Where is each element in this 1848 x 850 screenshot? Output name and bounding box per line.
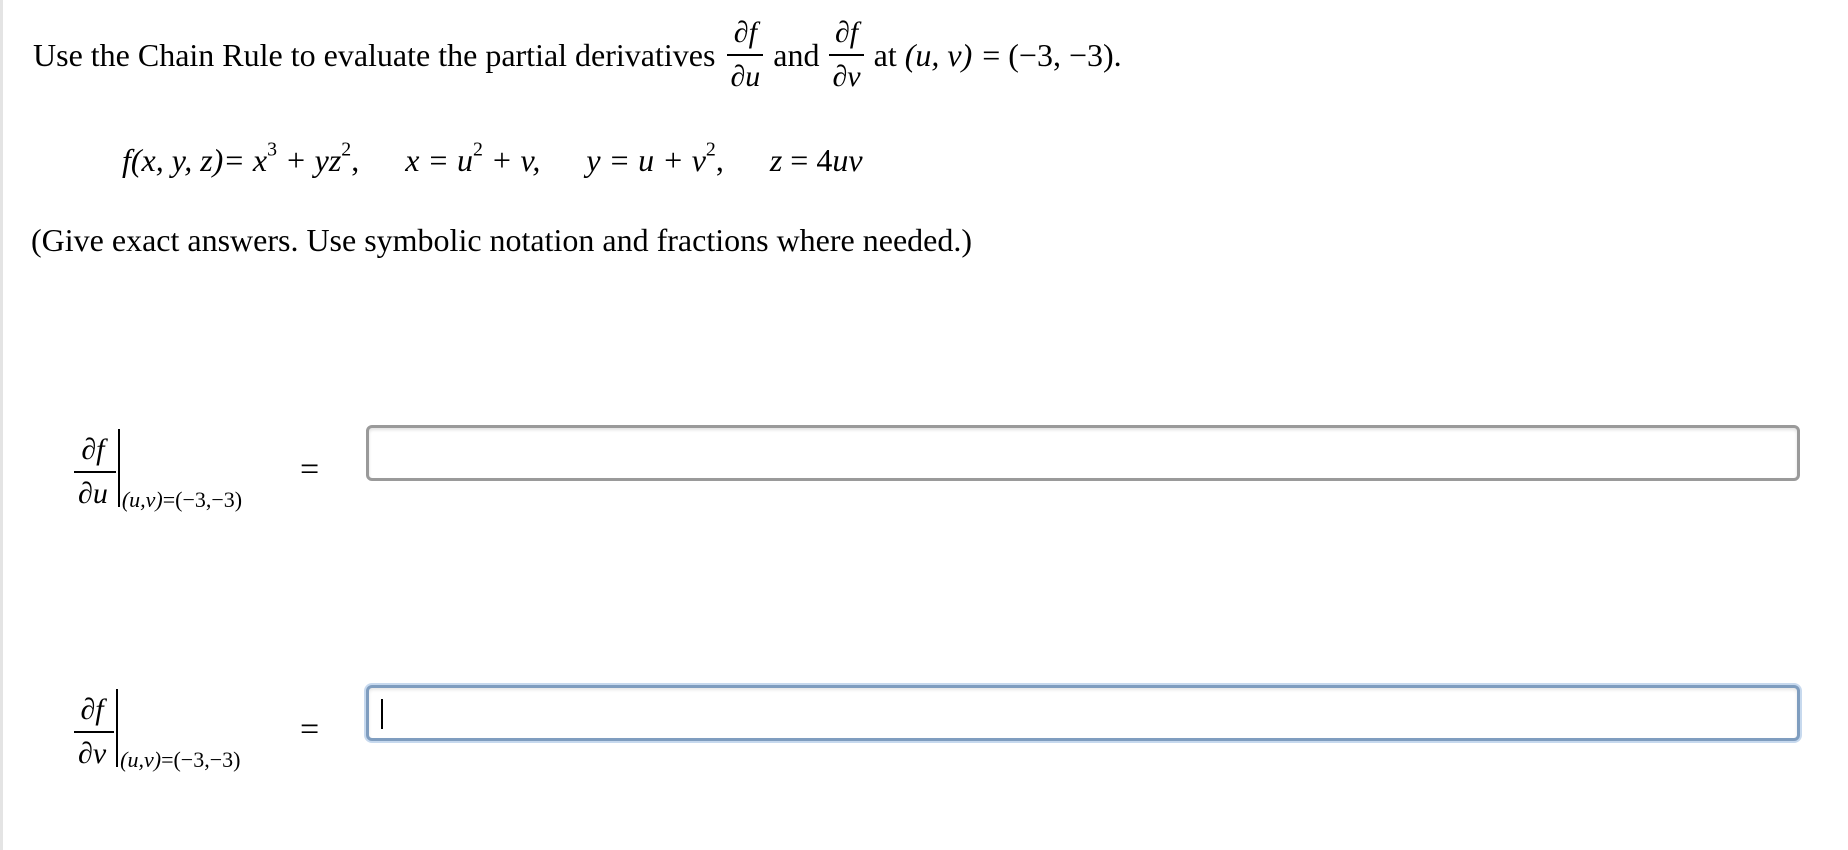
point-value: = (−3, −3).: [982, 36, 1122, 73]
fraction-numerator: ∂f: [80, 693, 104, 726]
fraction-denominator: ∂v: [832, 60, 861, 93]
x-definition: $x = u^2 + v$,: [405, 138, 541, 178]
fraction-denominator: ∂v: [78, 737, 107, 770]
derivative-label-dv: [74, 689, 241, 772]
question-statement: [33, 0, 1122, 110]
and-text: and: [773, 36, 820, 73]
fraction-numerator: ∂f: [733, 16, 757, 49]
question-intro-text: Use the Chain Rule to evaluate the partial derivatives: [33, 36, 716, 73]
equals-sign: =: [300, 451, 320, 488]
evaluation-point: (u,v)=(−3,−3): [121, 487, 243, 512]
fraction-denominator: ∂u: [730, 60, 761, 93]
partial-derivative-fraction: [74, 435, 116, 509]
function-definitions: [122, 132, 909, 188]
evaluation-bar: [118, 429, 120, 507]
partial-derivative-fraction: [74, 695, 114, 769]
at-text: at: [873, 36, 897, 73]
instruction-text: (Give exact answers. Use symbolic notation and fractions where needed.): [31, 222, 972, 258]
fraction-numerator: ∂f: [834, 16, 859, 49]
derivative-label-du: [74, 429, 243, 512]
partial-f-u-fraction: [727, 18, 763, 92]
answer-row-dv: [0, 685, 1848, 785]
fraction-numerator: ∂f: [81, 433, 105, 466]
z-definition: z = 4uv: [769, 141, 863, 178]
fraction-denominator: ∂u: [78, 477, 108, 510]
partial-f-v-fraction: [829, 18, 863, 92]
equals-sign: =: [300, 711, 320, 748]
y-definition: $y = u + v^2$,: [586, 138, 724, 178]
answer-input-du[interactable]: [366, 425, 1800, 481]
f-definition: f(x, y, $z)= x^3 + yz^2$,: [122, 138, 360, 178]
answer-input-dv[interactable]: [366, 685, 1800, 741]
point-variables: (u, v): [904, 36, 973, 73]
evaluation-bar: [116, 689, 118, 767]
answer-row-du: [0, 425, 1848, 525]
text-caret: [381, 699, 383, 729]
evaluation-point: (u,v)=(−3,−3): [120, 747, 241, 772]
